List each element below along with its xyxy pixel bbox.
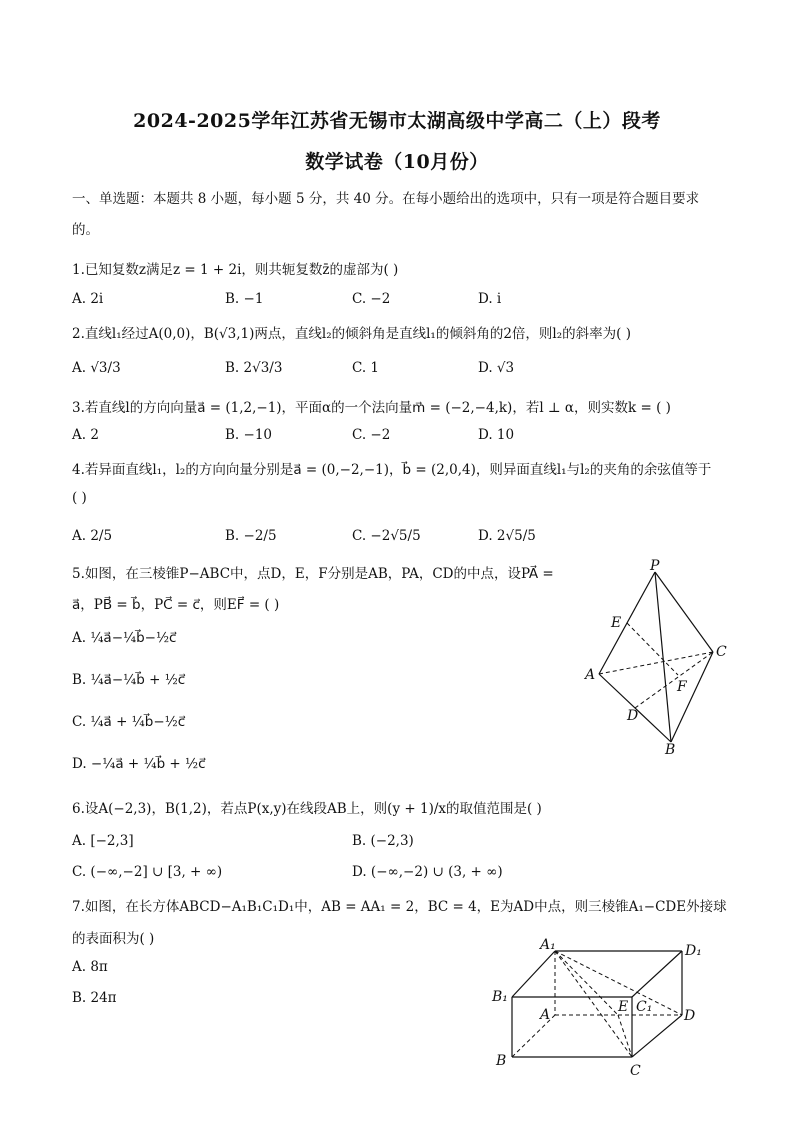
figure1-label-d: D	[627, 708, 639, 724]
figure1-label-b: B	[665, 742, 676, 758]
question-3-stem: 3.若直线l的方向向量a⃗ = (1,2,−1)，平面α的一个法向量m⃗ = (−2,−4,k)，若l ⊥ α，则实数k = ( )	[72, 400, 671, 416]
figure2-label-d: D	[684, 1008, 696, 1024]
figure2-label-b1: B₁	[492, 989, 508, 1005]
question-4-option-a: A. 2/5	[72, 528, 113, 544]
question-2-option-c: C. 1	[352, 360, 380, 376]
question-2-option-b: B. 2√3/3	[225, 360, 283, 376]
document-title: 2024-2025学年江苏省无锡市太湖高级中学高二（上）段考	[133, 110, 661, 132]
question-4-option-d: D. 2√5/5	[478, 528, 536, 544]
question-4-option-b: B. −2/5	[225, 528, 277, 544]
figure1-label-a: A	[585, 667, 596, 683]
figure2-label-d1: D₁	[685, 943, 702, 959]
cuboid-figure	[490, 935, 720, 1085]
question-6-option-b: B. (−2,3)	[352, 833, 414, 849]
question-4-option-c: C. −2√5/5	[352, 528, 421, 544]
question-5-option-a: A. ¼a⃗−¼b⃗−½c⃗	[72, 630, 177, 646]
figure2-label-e: E	[618, 999, 629, 1015]
question-1-option-d: D. i	[478, 291, 502, 307]
question-6-stem: 6.设A(−2,3)，B(1,2)，若点P(x,y)在线段AB上，则(y + 1)/x的取值范围是( )	[72, 801, 542, 817]
document-subtitle: 数学试卷（10月份）	[305, 151, 489, 173]
question-6-option-d: D. (−∞,−2) ∪ (3, + ∞)	[352, 864, 503, 880]
question-5-option-c: C. ¼a⃗ + ¼b⃗−½c⃗	[72, 714, 186, 730]
question-5-stem-line1: 5.如图，在三棱锥P−ABC中，点D，E，F分别是AB，PA，CD的中点，设PA⃗ =	[72, 566, 554, 582]
question-2-option-a: A. √3/3	[72, 360, 121, 376]
question-1-option-c: C. −2	[352, 291, 391, 307]
figure2-label-c1: C₁	[636, 999, 653, 1015]
question-7-option-a: A. 8π	[72, 959, 108, 975]
question-2-option-d: D. √3	[478, 360, 515, 376]
section-heading-line1: 一、单选题：本题共 8 小题，每小题 5 分，共 40 分。在每小题给出的选项中，只有一项是符合题目要求	[72, 191, 700, 207]
question-5-option-b: B. ¼a⃗−¼b⃗ + ½c⃗	[72, 672, 186, 688]
question-3-option-c: C. −2	[352, 427, 391, 443]
question-5-option-d: D. −¼a⃗ + ¼b⃗ + ½c⃗	[72, 756, 206, 772]
question-4-stem-line1: 4.若异面直线l₁，l₂的方向向量分别是a⃗ = (0,−2,−1)，b⃗ = (2,0,4)，则异面直线l₁与l₂的夹角的余弦值等于	[72, 462, 712, 478]
figure2-label-a: A	[540, 1007, 551, 1023]
question-3-option-d: D. 10	[478, 427, 515, 443]
question-2-stem: 2.直线l₁经过A(0,0)，B(√3,1)两点，直线l₂的倾斜角是直线l₁的倾斜角的2倍，则l₂的斜率为( )	[72, 326, 631, 342]
question-6-option-c: C. (−∞,−2] ∪ [3, + ∞)	[72, 864, 223, 880]
figure1-label-c: C	[716, 644, 727, 660]
question-1-option-a: A. 2i	[72, 291, 104, 307]
question-1-option-b: B. −1	[225, 291, 264, 307]
question-7-stem-line2: 的表面积为( )	[72, 931, 155, 947]
section-heading-line2: 的。	[72, 222, 99, 238]
figure1-label-f: F	[677, 679, 687, 695]
tetrahedron-figure	[575, 558, 735, 758]
figure1-label-e: E	[611, 615, 622, 631]
question-4-stem-line2: ( )	[72, 490, 87, 506]
question-3-option-a: A. 2	[72, 427, 99, 443]
question-7-stem-line1: 7.如图，在长方体ABCD−A₁B₁C₁D₁中，AB = AA₁ = 2，BC = 4，E为AD中点，则三棱锥A₁−CDE外接球	[72, 899, 727, 915]
figure1-label-p: P	[650, 558, 660, 574]
question-6-option-a: A. [−2,3]	[72, 833, 134, 849]
figure2-label-c: C	[630, 1063, 641, 1079]
question-7-option-b: B. 24π	[72, 990, 117, 1006]
question-5-stem-line2: a⃗，PB⃗ = b⃗，PC⃗ = c⃗，则EF⃗ = ( )	[72, 597, 280, 613]
figure2-label-b: B	[496, 1053, 507, 1069]
question-3-option-b: B. −10	[225, 427, 272, 443]
figure2-label-a1: A₁	[540, 937, 556, 953]
question-1-stem: 1.已知复数z满足z = 1 + 2i，则共轭复数z̄的虚部为( )	[72, 262, 399, 278]
